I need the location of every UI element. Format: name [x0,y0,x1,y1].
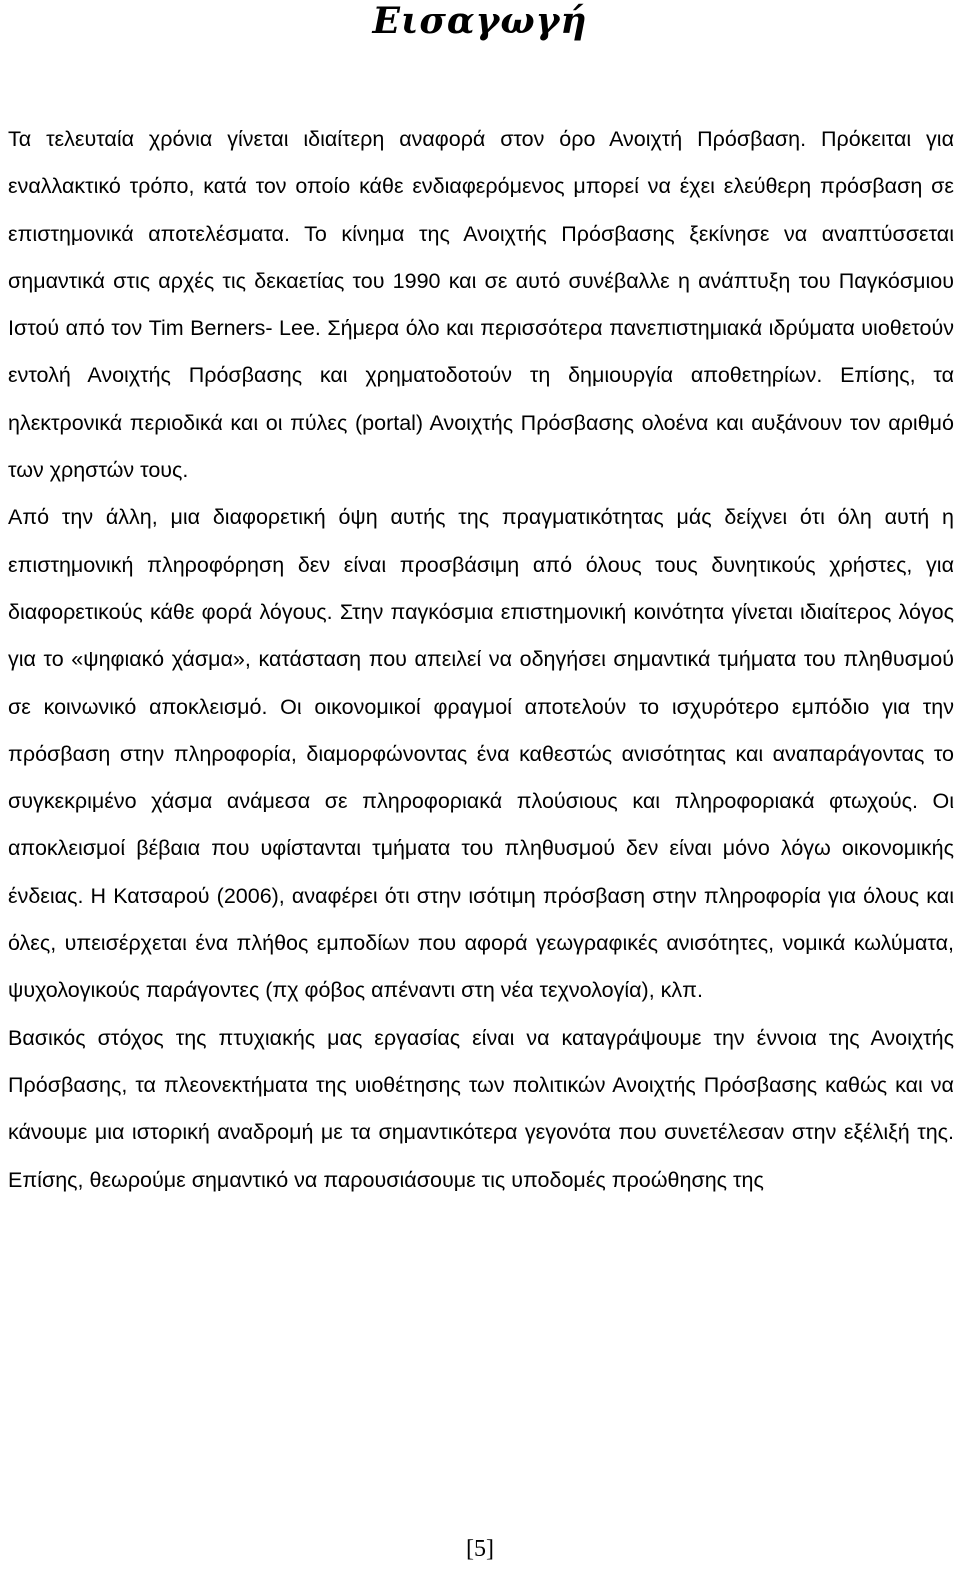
paragraph-1: Τα τελευταία χρόνια γίνεται ιδιαίτερη αναφορά στον όρο Ανοιχτή Πρόσβαση. Πρόκειται για εναλλακτικό τρόπο, κατά τον οποίο κάθε ενδιαφερόμενος μπορεί να έχει ελεύθερη πρόσβαση σε επιστημονικά αποτελέσματα. Το κίνημα της Ανοιχτής Πρόσβασης ξεκίνησε να αναπτύσσεται σημαντικά στις αρχές τις δεκαετίας του 1990 και σε αυτό συνέβαλλε η ανάπτυξη του Παγκόσμιου Ιστού από τον Tim Berners- Lee. Σήμερα όλο και περισσότερα πανεπιστημιακά ιδρύματα υιοθετούν εντολή Ανοιχτής Πρόσβασης και χρηματοδοτούν τη δημιουργία αποθετηρίων. Επίσης, τα ηλεκτρονικά περιοδικά και οι πύλες (portal) Ανοιχτής Πρόσβασης ολοένα και αυξάνουν τον αριθμό των χρηστών τους. [8,127,954,483]
paragraph-2: Από την άλλη, μια διαφορετική όψη αυτής της πραγματικότητας μάς δείχνει ότι όλη αυτή η επιστημονική πληροφόρηση δεν είναι προσβάσιμη από όλους τους δυνητικούς χρήστες, για διαφορετικούς κάθε φορά λόγους. Στην παγκόσμια επιστημονική κοινότητα γίνεται ιδιαίτερος λόγος για το «ψηφιακό χάσμα», κατάσταση που απειλεί να οδηγήσει σημαντικά τμήματα του πληθυσμού σε κοινωνικό αποκλεισμό. Οι οικονομικοί φραγμοί αποτελούν το ισχυρότερο εμπόδιο για την πρόσβαση στην πληροφορία, διαμορφώνοντας ένα καθεστώς ανισότητας και αναπαράγοντας το συγκεκριμένο χάσμα ανάμεσα σε πληροφοριακά πλούσιους και πληροφοριακά φτωχούς. Οι αποκλεισμοί βέβαια που υφίστανται τμήματα του πληθυσμού δεν είναι μόνο λόγω οικονομικής ένδειας. Η Κατσαρού (2006), αναφέρει ότι στην ισότιμη πρόσβαση στην πληροφορία για όλους και όλες, υπεισέρχεται ένα πλήθος εμποδίων που αφορά γεωγραφικές ανισότητες, νομικά κωλύματα, ψυχολογικούς παράγοντες (πχ φόβος απέναντι στη νέα τεχνολογία), κλπ. [8,505,954,1003]
page-title: Εισαγωγή [372,0,588,42]
paragraph-3: Βασικός στόχος της πτυχιακής μας εργασίας είναι να καταγράψουμε την έννοια της Ανοιχτής Πρόσβασης, τα πλεονεκτήματα της υιοθέτησης των πολιτικών Ανοιχτής Πρόσβασης καθώς και να κάνουμε μια ιστορική αναδρομή με τα σημαντικότερα γεγονότα που συνετέλεσαν στην εξέλιξή της. Επίσης, θεωρούμε σημαντικό να παρουσιάσουμε τις υποδομές προώθησης της [8,1025,954,1192]
document-body [8,116,954,1204]
page-number: [5] [466,1536,494,1562]
